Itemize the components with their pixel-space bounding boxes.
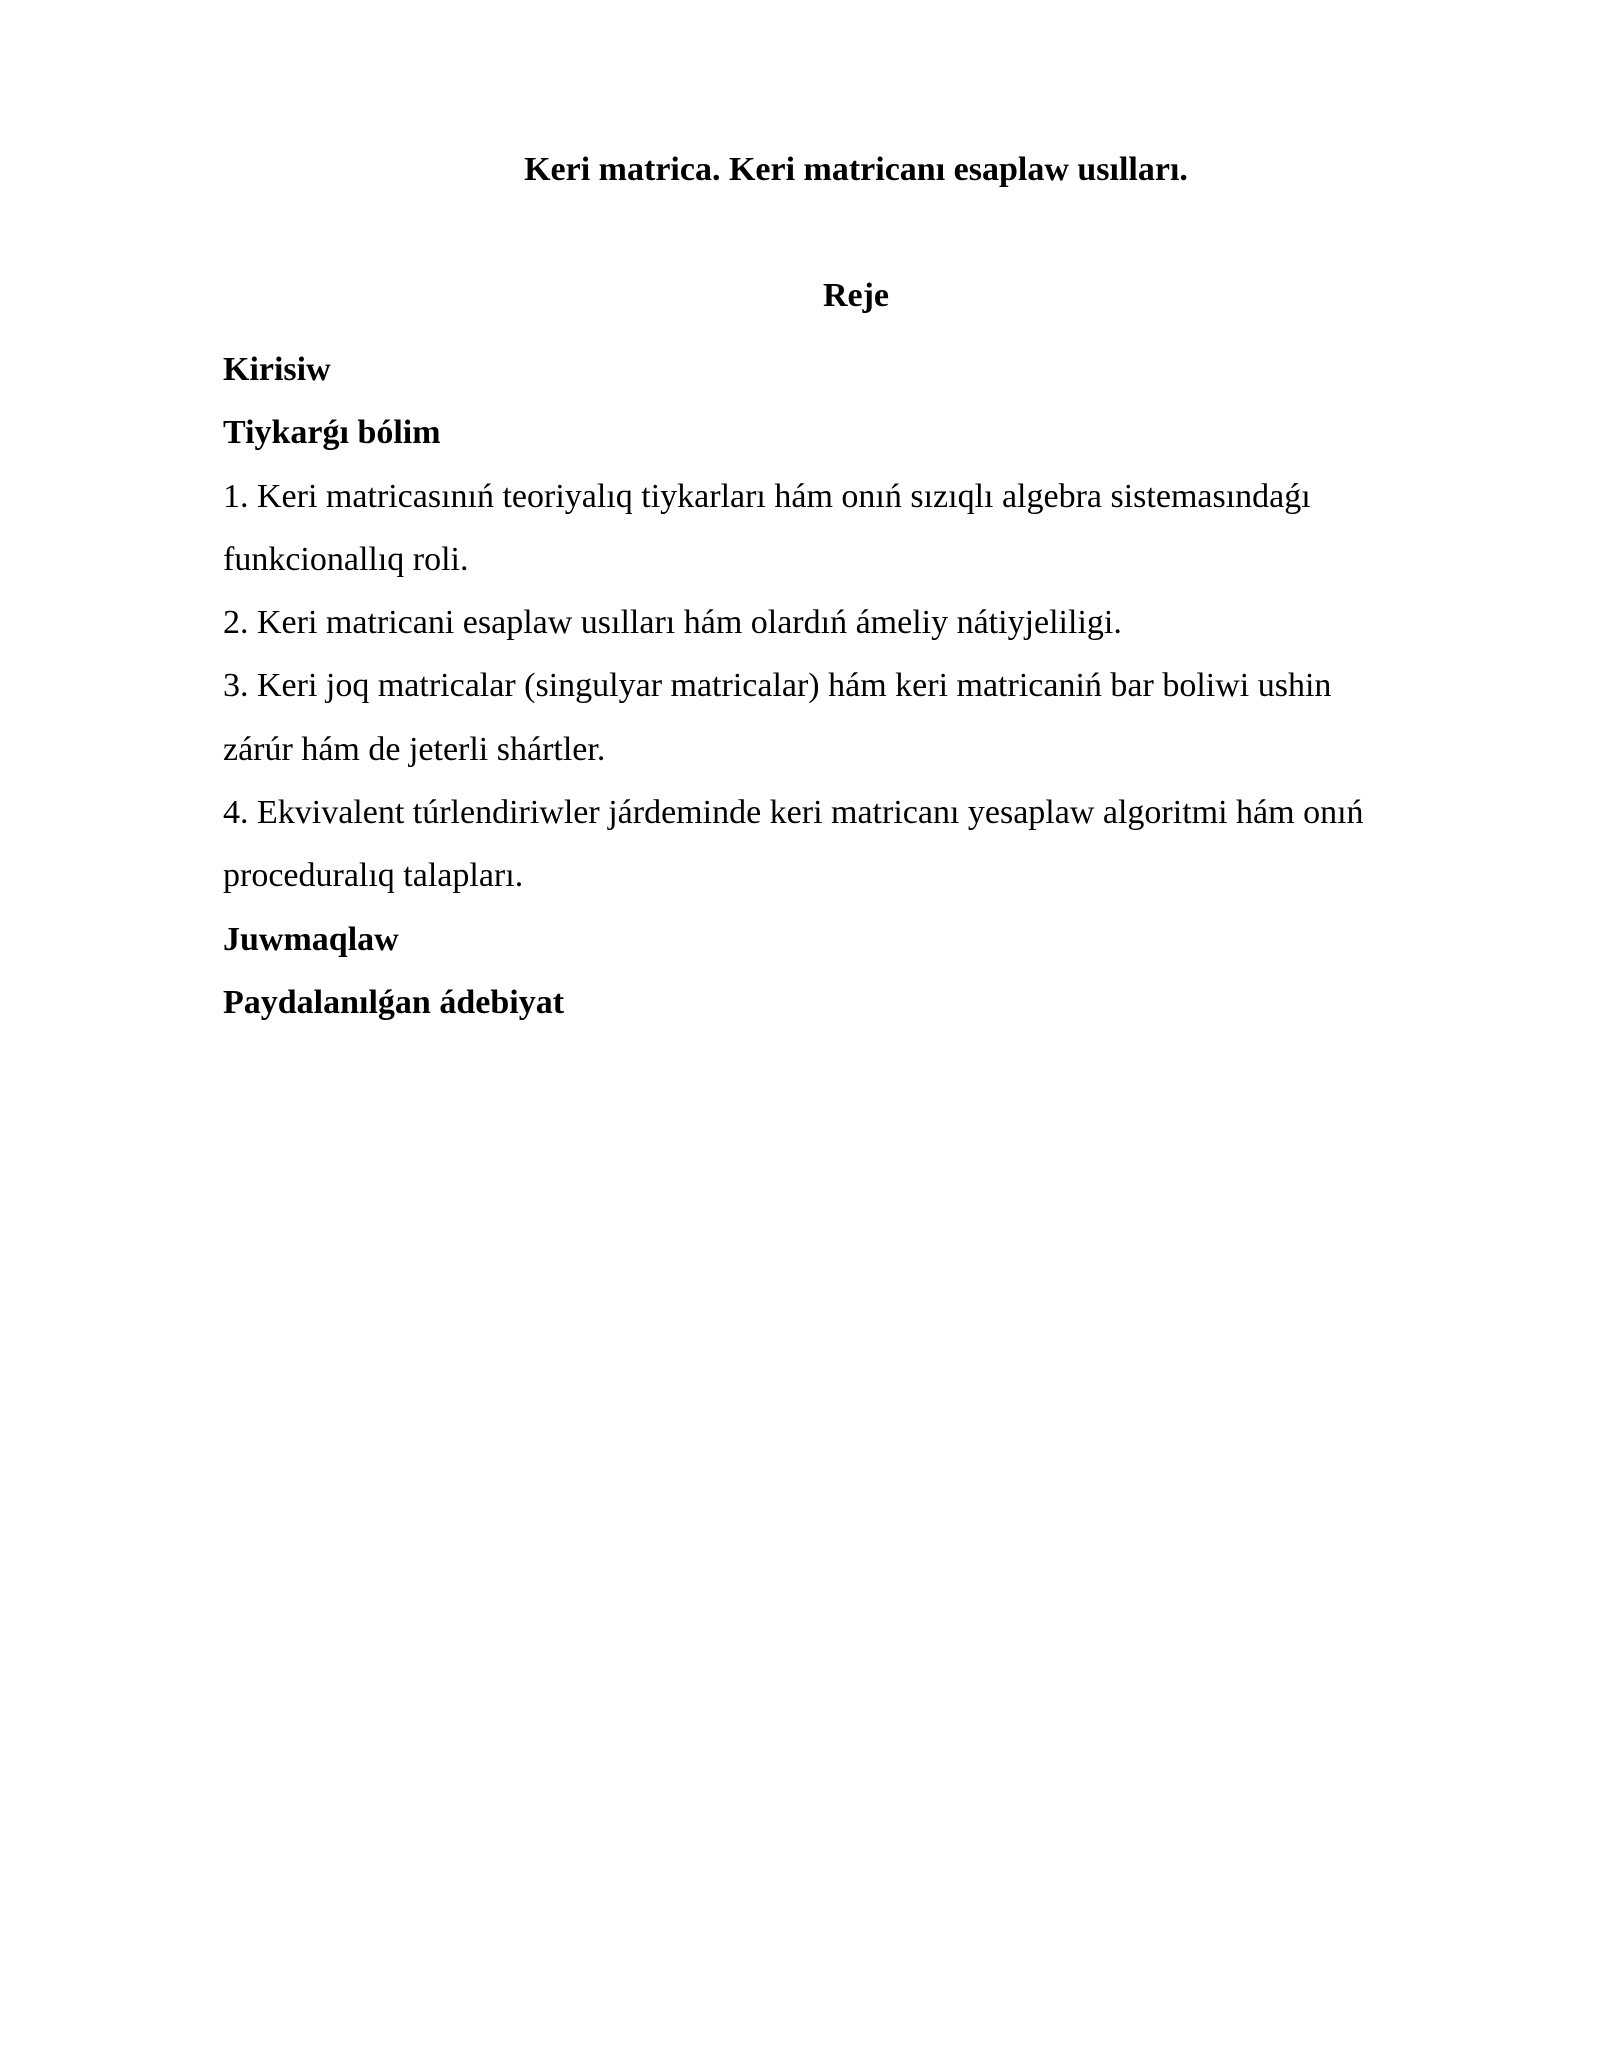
plan-item-2-line-1: 2. Keri matricani esaplaw usılları hám olardıń ámeliy nátiyjeliligi. bbox=[223, 604, 1122, 642]
plan-item-3-line-2: zárúr hám de jeterli shártler. bbox=[223, 730, 606, 768]
plan-item-1-line-1: 1. Keri matricasınıń teoriyalıq tiykarları hám onıń sızıqlı algebra sistemasındaǵı bbox=[223, 477, 1311, 515]
plan-content bbox=[223, 338, 1463, 1034]
section-references: Paydalanılǵan ádebiyat bbox=[223, 983, 565, 1021]
document-title: Keri matrica. Keri matricanı esaplaw usılları. bbox=[524, 151, 1188, 188]
plan-heading: Reje bbox=[822, 277, 890, 314]
section-intro: Kirisiw bbox=[223, 351, 331, 388]
plan-item-3-line-1: 3. Keri joq matricalar (singulyar matricalar) hám keri matricaniń bar boliwi ushin bbox=[223, 667, 1332, 705]
plan-item-4-line-1: 4. Ekvivalent túrlendiriwler járdeminde keri matricanı yesaplaw algoritmi hám onıń bbox=[223, 794, 1364, 832]
section-main-part: Tiykarǵı bólim bbox=[223, 414, 441, 452]
plan-item-4-line-2: proceduralıq talapları. bbox=[223, 857, 524, 895]
section-conclusion: Juwmaqlaw bbox=[223, 920, 399, 958]
plan-item-1-line-2: funkcionallıq roli. bbox=[223, 540, 469, 578]
